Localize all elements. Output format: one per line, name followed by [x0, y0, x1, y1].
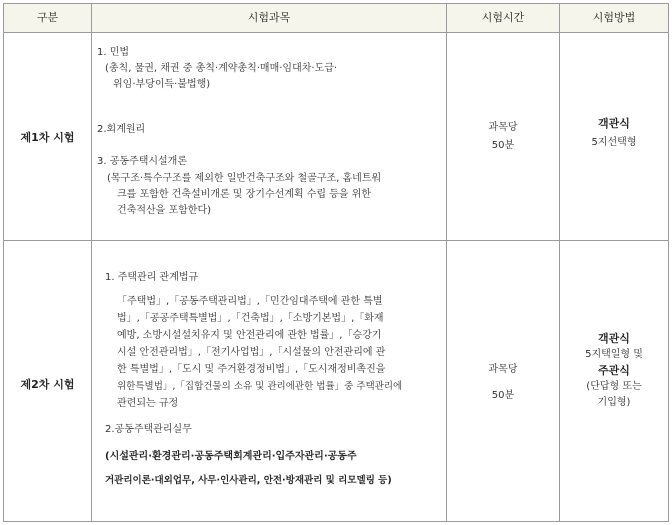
- row2-method-detail: 주관식: [598, 364, 630, 377]
- row2-subject2-detail: 거관리이론·대외업무, 사무·인사관리, 안전·방재관리 및 리모델링 등): [105, 475, 392, 486]
- row2-method-detail: 5지택일형 및: [585, 349, 643, 360]
- header-exam-time: 시험시간: [481, 11, 525, 24]
- row2-time: 과목당: [488, 364, 518, 375]
- row2-subject2-title: 2.공동주택관리실무: [105, 424, 192, 435]
- row1-subject2-title: 2.회계원리: [97, 124, 146, 135]
- header-category: 구분: [36, 11, 59, 24]
- row1-subject1-detail: 위임·부당이득·불법행): [113, 79, 211, 90]
- row2-law-list: 위한특별법」,「집합건물의 소유 및 관리에관한 법률」중 주택관리에: [117, 381, 403, 392]
- row-divider: [4, 240, 668, 241]
- row1-subject3-detail: (목구조·특수구조를 제외한 일반건축구조와 철골구조, 홈네트워: [107, 173, 382, 184]
- row2-time-value: 50분: [491, 390, 515, 401]
- row2-method-detail: (단답형 또는: [586, 381, 642, 392]
- row2-law-list: 시설 안전관리법」,「전기사업법」,「시설물의 안전관리에 관: [117, 347, 386, 358]
- row1-label: 제1차 시험: [20, 131, 75, 144]
- row1-subject1-detail: (총칙, 물권, 채권 중 총칙·계약총칙·매매·임대차·도급·: [105, 63, 338, 74]
- row1-subject3-title: 3. 공동주택시설개론: [97, 156, 187, 167]
- row2-law-list: 예방, 소방시설설치유지 및 안전관리에 관한 법률」,「승강기: [117, 330, 382, 341]
- column-divider: [91, 4, 92, 521]
- row1-subject1-title: 1. 민법: [97, 47, 130, 58]
- row2-law-list: 「주택법」,「공동주택관리법」,「민간임대주택에 관한 특별: [117, 296, 383, 307]
- column-divider: [559, 4, 560, 521]
- row2-subject1-title: 1. 주택관리 관계법규: [105, 272, 199, 283]
- row2-law-list: 관련되는 규정: [117, 398, 179, 409]
- column-divider: [446, 4, 447, 521]
- row2-method-detail: 기입형): [597, 397, 631, 408]
- row1-time: 과목당: [488, 122, 518, 133]
- row1-method: 객관식: [598, 117, 630, 130]
- row1-time-value: 50분: [491, 140, 515, 151]
- row2-subject2-detail: (시설관리·환경관리·공동주택회계관리·입주자관리·공동주: [105, 451, 357, 462]
- row2-label: 제2차 시험: [20, 378, 75, 391]
- row2-method: 객관식: [598, 332, 630, 345]
- row2-law-list: 법」,「공공주택특별법」,「건축법」,「소방기본법」,「화재: [117, 313, 384, 324]
- row2-law-list: 한 특별법」,「도시 및 주거환경정비법」,「도시재정비촉진을: [117, 364, 386, 375]
- exam-table: [3, 3, 669, 522]
- header-exam-method: 시험방법: [592, 11, 636, 24]
- row1-subject3-detail: 크를 포함한 건축설비개론 및 장기수선계획 수립 등을 위한: [117, 189, 372, 200]
- header-subjects: 시험과목: [247, 11, 291, 24]
- row1-method-detail: 5지선택형: [591, 137, 637, 148]
- row1-subject3-detail: 건축적산을 포함한다): [117, 205, 212, 216]
